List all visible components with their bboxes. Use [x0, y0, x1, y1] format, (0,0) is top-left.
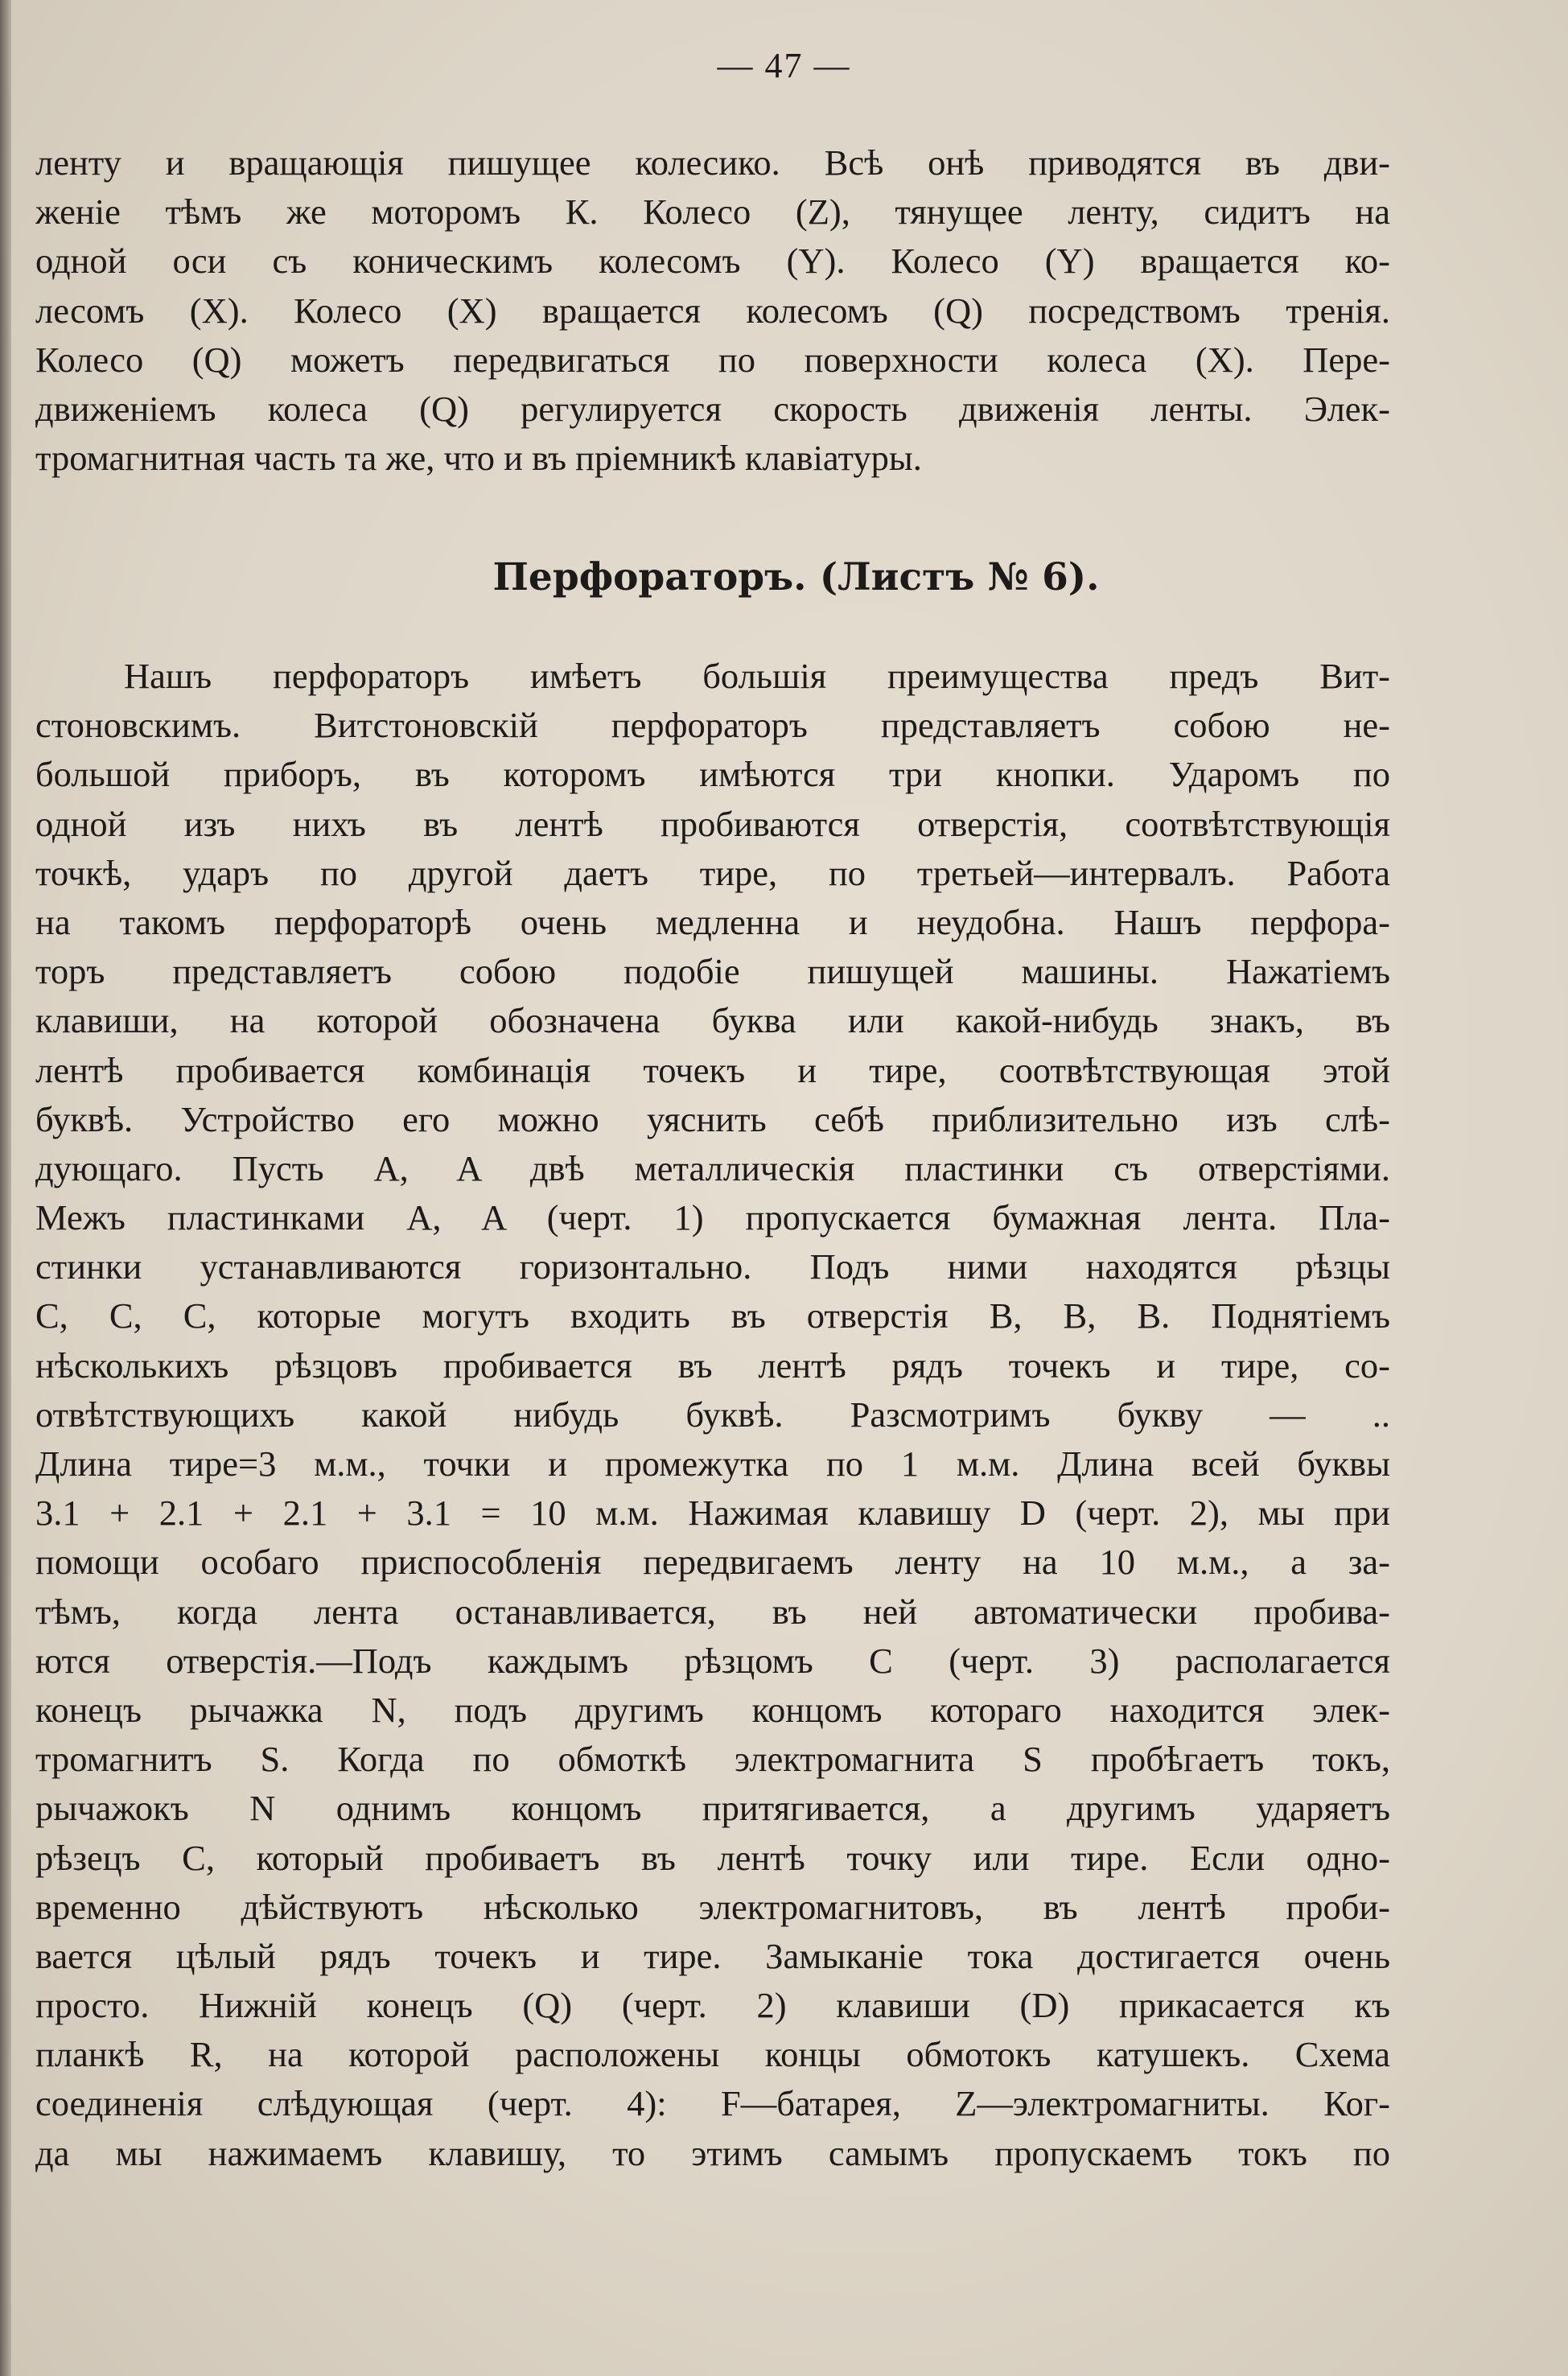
paragraph-2 — [35, 652, 1390, 2178]
text-line: да мы нажимаемъ клавишу, то этимъ самымъ пропускаемъ токъ по — [35, 2132, 1390, 2173]
text-line: на такомъ перфораторѣ очень медленна и неудобна. Нашъ перфора- — [35, 901, 1390, 942]
book-gutter — [0, 0, 11, 2376]
text-line: одной оси съ коническимъ колесомъ (Y). Колесо (Y) вращается ко- — [35, 241, 1390, 282]
page-number: — 47 — — [717, 46, 851, 85]
text-line: рычажокъ N однимъ концомъ притягивается, а другимъ ударяетъ — [35, 1788, 1390, 1829]
text-line: Длина тире=3 м.м., точки и промежутка по 1 м.м. Длина всей буквы — [35, 1443, 1390, 1484]
text-line: стинки устанавливаются горизонтально. Подъ ними находятся рѣзцы — [35, 1246, 1390, 1287]
text-line: лесомъ (X). Колесо (X) вращается колесомъ (Q) посредствомъ тренія. — [35, 290, 1390, 331]
text-line: просто. Нижній конецъ (Q) (черт. 2) клавиши (D) прикасается къ — [35, 1985, 1390, 2026]
text-line: большой приборъ, въ которомъ имѣются три кнопки. Ударомъ по — [35, 754, 1390, 795]
text-line: тѣмъ, когда лента останавливается, въ ней автоматически пробива- — [35, 1591, 1390, 1632]
text-line: Межъ пластинками A, A (черт. 1) пропускается бумажная лента. Пла- — [35, 1197, 1390, 1238]
text-line: тромагнитная часть та же, что и въ пріемникѣ клавіатуры. — [35, 438, 922, 479]
text-line: конецъ рычажка N, подъ другимъ концомъ котораго находится элек- — [35, 1689, 1390, 1730]
text-line: женіе тѣмъ же моторомъ К. Колесо (Z), тянущее ленту, сидитъ на — [35, 191, 1390, 233]
text-line: дующаго. Пусть A, A двѣ металлическія пластинки съ отверстіями. — [35, 1147, 1390, 1188]
text-line: отвѣтствующихъ какой нибудь буквѣ. Разсмотримъ букву — .. — [35, 1394, 1390, 1435]
text-line: лентѣ пробивается комбинація точекъ и тире, соотвѣтствующая этой — [35, 1049, 1390, 1090]
text-line: ются отверстія.—Подъ каждымъ рѣзцомъ C (черт. 3) располагается — [35, 1640, 1390, 1681]
paragraph-1 — [35, 138, 1390, 483]
text-line: временно дѣйствуютъ нѣсколько электромагнитовъ, въ лентѣ проби- — [35, 1886, 1390, 1927]
text-line: точкѣ, ударъ по другой даетъ тире, по третьей—интервалъ. Работа — [35, 852, 1390, 893]
text-line: соединенія слѣдующая (черт. 4): F—батарея, Z—электромагниты. Ког- — [35, 2083, 1390, 2124]
text-line: 3.1 + 2.1 + 2.1 + 3.1 = 10 м.м. Нажимая клавишу D (черт. 2), мы при — [35, 1493, 1390, 1534]
text-line: торъ представляетъ собою подобіе пишущей машины. Нажатіемъ — [35, 951, 1390, 992]
section-heading: Перфораторъ. (Листъ № 6). — [492, 555, 1100, 599]
text-line: C, C, C, которые могутъ входить въ отверстія B, B, B. Поднятіемъ — [35, 1295, 1390, 1336]
text-line: помощи особаго приспособленія передвигаемъ ленту на 10 м.м., а за- — [35, 1542, 1390, 1583]
text-line: тромагнитъ S. Когда по обмоткѣ электромагнита S пробѣгаетъ токъ, — [35, 1739, 1390, 1780]
text-line: буквѣ. Устройство его можно уяснить себѣ приблизительно изъ слѣ- — [35, 1098, 1390, 1139]
text-line: Колесо (Q) можетъ передвигаться по поверхности колеса (X). Пере- — [35, 339, 1390, 380]
text-line: одной изъ нихъ въ лентѣ пробиваются отверстія, соотвѣтствующія — [35, 803, 1390, 844]
text-line: клавиши, на которой обозначена буква или какой-нибудь знакъ, въ — [35, 1000, 1390, 1041]
text-line: нѣсколькихъ рѣзцовъ пробивается въ лентѣ рядъ точекъ и тире, со- — [35, 1344, 1390, 1386]
text-line: стоновскимъ. Витстоновскій перфораторъ представляетъ собою не- — [35, 705, 1390, 746]
text-line: ленту и вращающія пишущее колесико. Всѣ онѣ приводятся въ дви- — [35, 142, 1390, 183]
text-line: рѣзецъ C, который пробиваетъ въ лентѣ точку или тире. Если одно- — [35, 1837, 1390, 1878]
text-line: планкѣ R, на которой расположены концы обмотокъ катушекъ. Схема — [35, 2034, 1390, 2075]
text-line: движеніемъ колеса (Q) регулируется скорость движенія ленты. Элек- — [35, 388, 1390, 429]
text-line: Нашъ перфораторъ имѣетъ большія преимущества предъ Вит- — [124, 656, 1390, 696]
text-line: вается цѣлый рядъ точекъ и тире. Замыканіе тока достигается очень — [35, 1935, 1390, 1976]
